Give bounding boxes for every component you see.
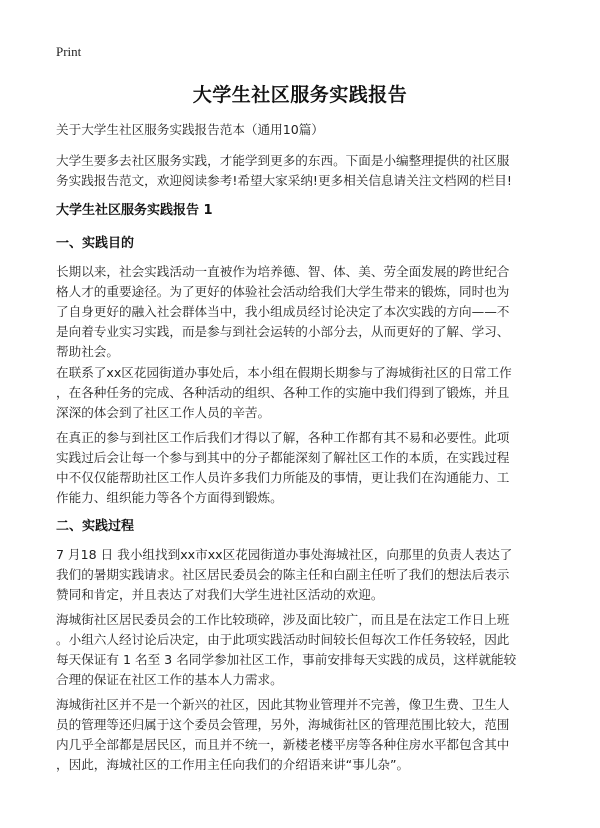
paragraph-line: ，在各种任务的完成、各种活动的组织、各种工作的实施中我们得到了锻炼，并且 xyxy=(56,385,510,400)
document-title: 大学生社区服务实践报告 xyxy=(192,84,408,106)
paragraph-line: 我们的暑期实践请求。社区居民委员会的陈主任和白副主任听了我们的想法后表示 xyxy=(56,567,510,582)
paragraph-line: 格人才的重要途径。为了更好的体验社会活动给我们大学生带来的锻炼，同时也为 xyxy=(56,284,510,299)
paragraph-line: 了自身更好的融入社会群体当中，我小组成员经讨论决定了本次实践的方向——不 xyxy=(56,304,510,319)
paragraph-line: 内几乎全部都是居民区，而且并不统一，新楼老楼平房等各种住房水平都包含其中 xyxy=(56,737,510,752)
paragraph-3 xyxy=(56,428,546,508)
paragraph-line: 每天保证有 1 名至 3 名同学参加社区工作，事前安排每天实践的成员，这样就能较 xyxy=(56,652,517,667)
paragraph-line: 合理的保证在社区工作的基本人力需求。 xyxy=(56,672,283,687)
paragraph-1 xyxy=(56,262,546,362)
paragraph-line: 作能力、组织能力等各个方面得到锻炼。 xyxy=(56,490,283,505)
paragraph-line: 深深的体会到了社区工作人员的辛苦。 xyxy=(56,405,271,420)
section-heading-purpose: 一、实践目的 xyxy=(56,236,135,251)
paragraph-line: 在真正的参与到社区工作后我们才得以了解，各种工作都有其不易和必要性。此项 xyxy=(56,430,510,445)
paragraph-line: 海城街社区居民委员会的工作比较琐碎，涉及面比较广，而且是在法定工作日上班 xyxy=(56,612,510,627)
paragraph-2 xyxy=(56,363,546,423)
paragraph-line: 中不仅仅能帮助社区工作人员许多我们力所能及的事情，更让我们在沟通能力、工 xyxy=(56,470,510,485)
paragraph-line: 大学生要多去社区服务实践，才能学到更多的东西。下面是小编整理提供的社区服 xyxy=(56,153,510,168)
paragraph-line: 帮助社会。 xyxy=(56,344,119,359)
paragraph-line: 务实践报告范文，欢迎阅读参考!希望大家采纳!更多相关信息请关注文档网的栏目! xyxy=(56,173,512,188)
intro-paragraph xyxy=(56,151,546,191)
report-heading: 大学生社区服务实践报告 1 xyxy=(56,203,213,218)
paragraph-line: 长期以来，社会实践活动一直被作为培养德、智、体、美、劳全面发展的跨世纪合 xyxy=(56,264,510,279)
paragraph-6 xyxy=(56,695,546,775)
paragraph-line: 。小组六人经讨论后决定，由于此项实践活动时间较长但每次工作任务较轻，因此 xyxy=(56,632,510,647)
paragraph-line: 实践过后会让每一个参与到其中的分子都能深刻了解社区工作的本质，在实践过程 xyxy=(56,450,510,465)
paragraph-line: 是向着专业实习实践，而是参与到社会运转的小部分去，从而更好的了解、学习、 xyxy=(56,324,510,339)
paragraph-line: 海城街社区并不是一个新兴的社区，因此其物业管理并不完善，像卫生费、卫生人 xyxy=(56,697,510,712)
paragraph-line: ，因此，海城社区的工作用主任向我们的介绍语来讲“事儿杂”。 xyxy=(56,757,410,772)
paragraph-line: 在联系了xx区花园街道办事处后，本小组在假期长期参与了海城街社区的日常工作 xyxy=(56,365,512,380)
print-link[interactable]: Print xyxy=(56,44,82,59)
paragraph-line: 7 月18 日 我小组找到xx市xx区花园街道办事处海城社区，向那里的负责人表达了 xyxy=(56,547,513,562)
paragraph-4 xyxy=(56,545,546,605)
paragraph-line: 员的管理等还归属于这个委员会管理，另外，海城街社区的管理范围比较大，范围 xyxy=(56,717,510,732)
paragraph-line: 赞同和肯定，并且表达了对我们大学生进社区活动的欢迎。 xyxy=(56,587,384,602)
document-subtitle xyxy=(56,120,546,140)
paragraph-5 xyxy=(56,610,546,690)
subtitle-line: 关于大学生社区服务实践报告范本（通用10篇） xyxy=(56,122,324,137)
section-heading-process: 二、实践过程 xyxy=(56,519,135,534)
